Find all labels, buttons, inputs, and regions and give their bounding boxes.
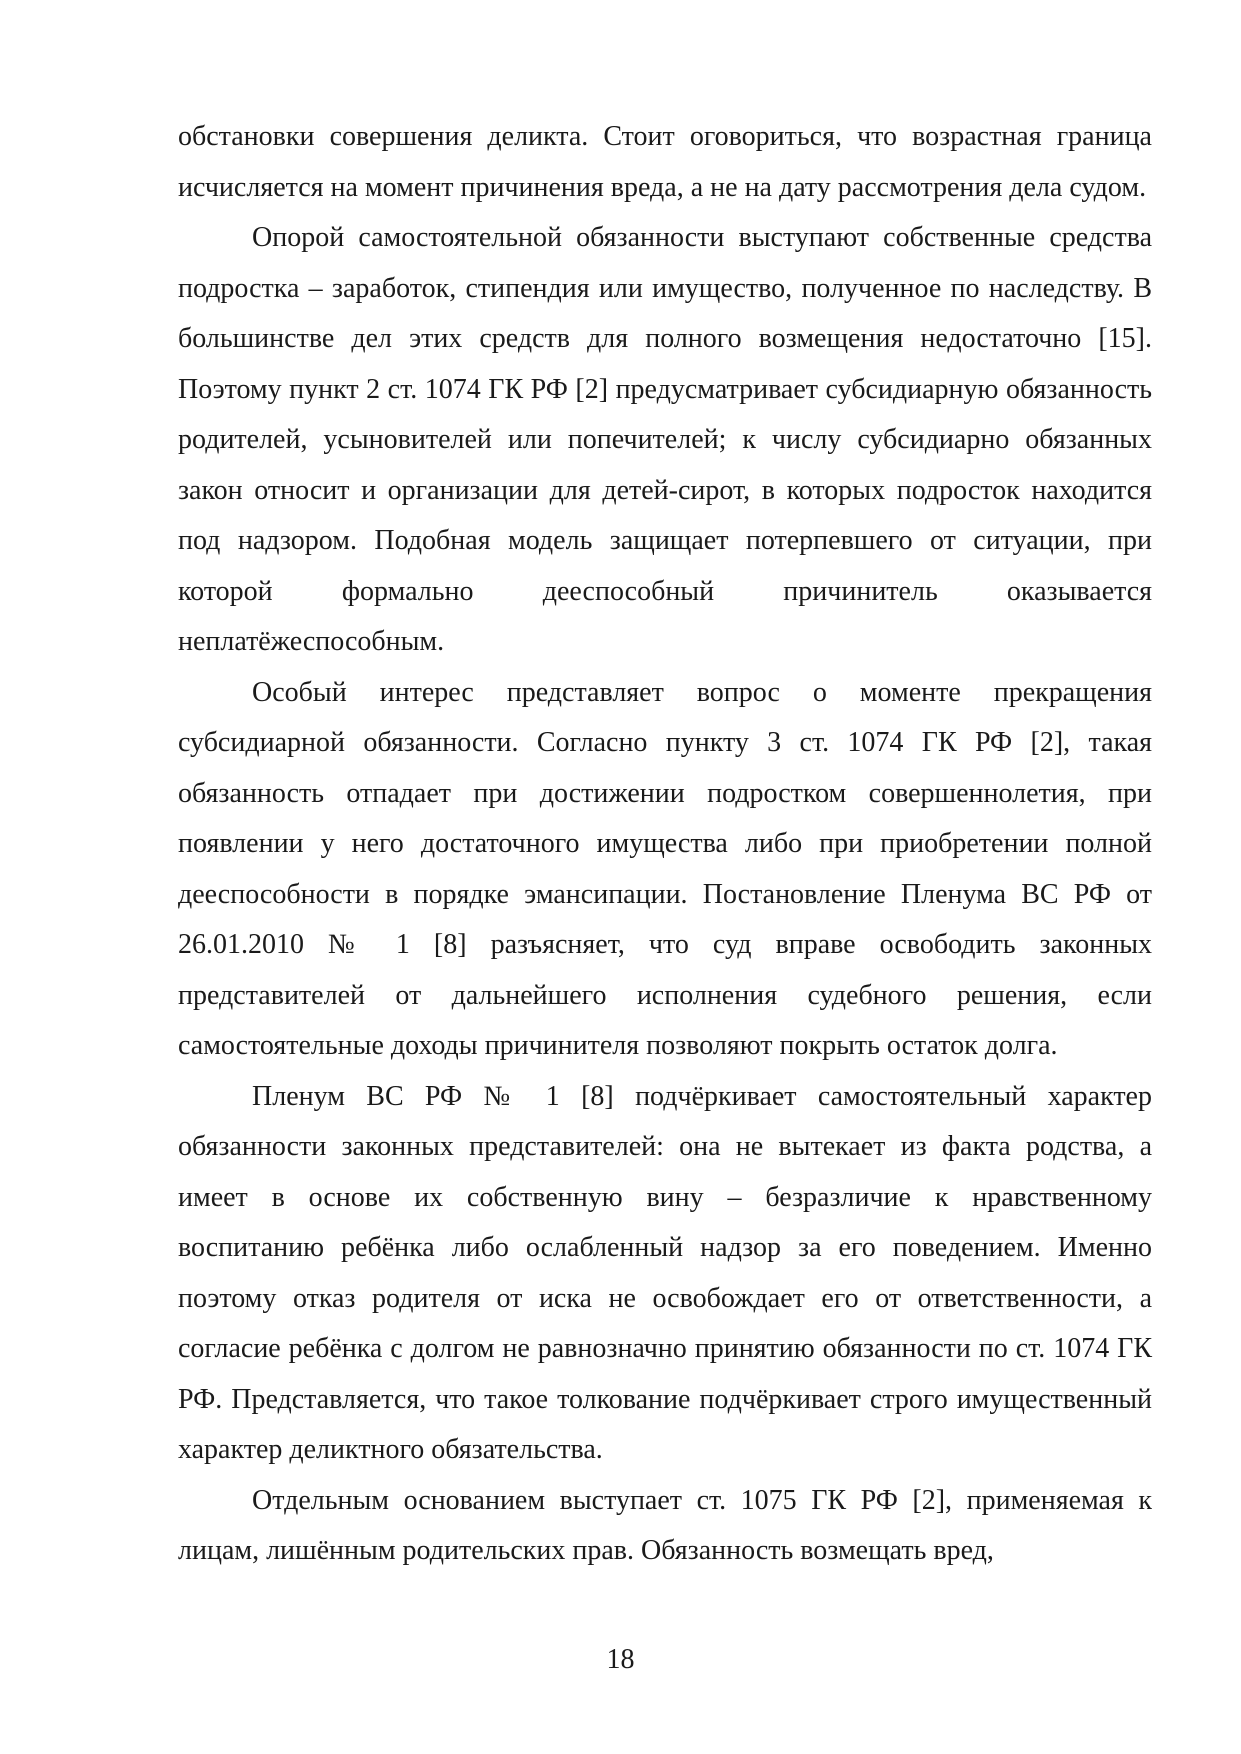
paragraph-plenum: Пленум ВС РФ № 1 [8] подчёркивает самостоятельный характер обязанности законных представителей: она не вытекает из факта родства, а имеет в основе их собственную вину – безразличие к нравственному воспитанию ребёнка либо ослабленный надзор за его поведением. Именно поэтому отказ родителя от иска не освобождает его от ответственности, а согласие ребёнка с долгом не равнозначно принятию обязанности по ст. 1074 ГК РФ. Представляется, что такое толкование подчёркивает строго имущественный характер деликтного обязательства.: [178, 1080, 1152, 1465]
page-body: [178, 112, 1152, 1577]
paragraph-own-funds: Опорой самостоятельной обязанности выступают собственные средства подростка – заработок, стипендия или имущество, полученное по наследству. В большинстве дел этих средств для полного возмещения недостаточно [15]. Поэтому пункт 2 ст. 1074 ГК РФ [2] предусматривает субсидиарную обязанность родителей, усыновителей или попечителей; к числу субсидиарно обязанных закон относит и организации для детей-сирот, в которых подросток находится под надзором. Подобная модель защищает потерпевшего от ситуации, при которой формально дееспособный причинитель оказывается неплатёжеспособным.: [178, 222, 1152, 657]
paragraph-termination: Особый интерес представляет вопрос о моменте прекращения субсидиарной обязанности. Согласно пункту 3 ст. 1074 ГК РФ [2], такая обязанность отпадает при достижении подростком совершеннолетия, при появлении у него достаточного имущества либо при приобретении полной дееспособности в порядке эмансипации. Постановление Пленума ВС РФ от 26.01.2010 № 1 [8] разъясняет, что суд вправе освободить законных представителей от дальнейшего исполнения судебного решения, если самостоятельные доходы причинителя позволяют покрыть остаток долга.: [178, 676, 1152, 1061]
paragraph-continuation: обстановки совершения деликта. Стоит оговориться, что возрастная граница исчисляется на момент причинения вреда, а не на дату рассмотрения дела судом.: [178, 121, 1152, 203]
page-number: 18: [606, 1644, 635, 1675]
paragraph-article-1075: Отдельным основанием выступает ст. 1075 ГК РФ [2], применяемая к лицам, лишённым родительских прав. Обязанность возмещать вред,: [178, 1484, 1152, 1566]
